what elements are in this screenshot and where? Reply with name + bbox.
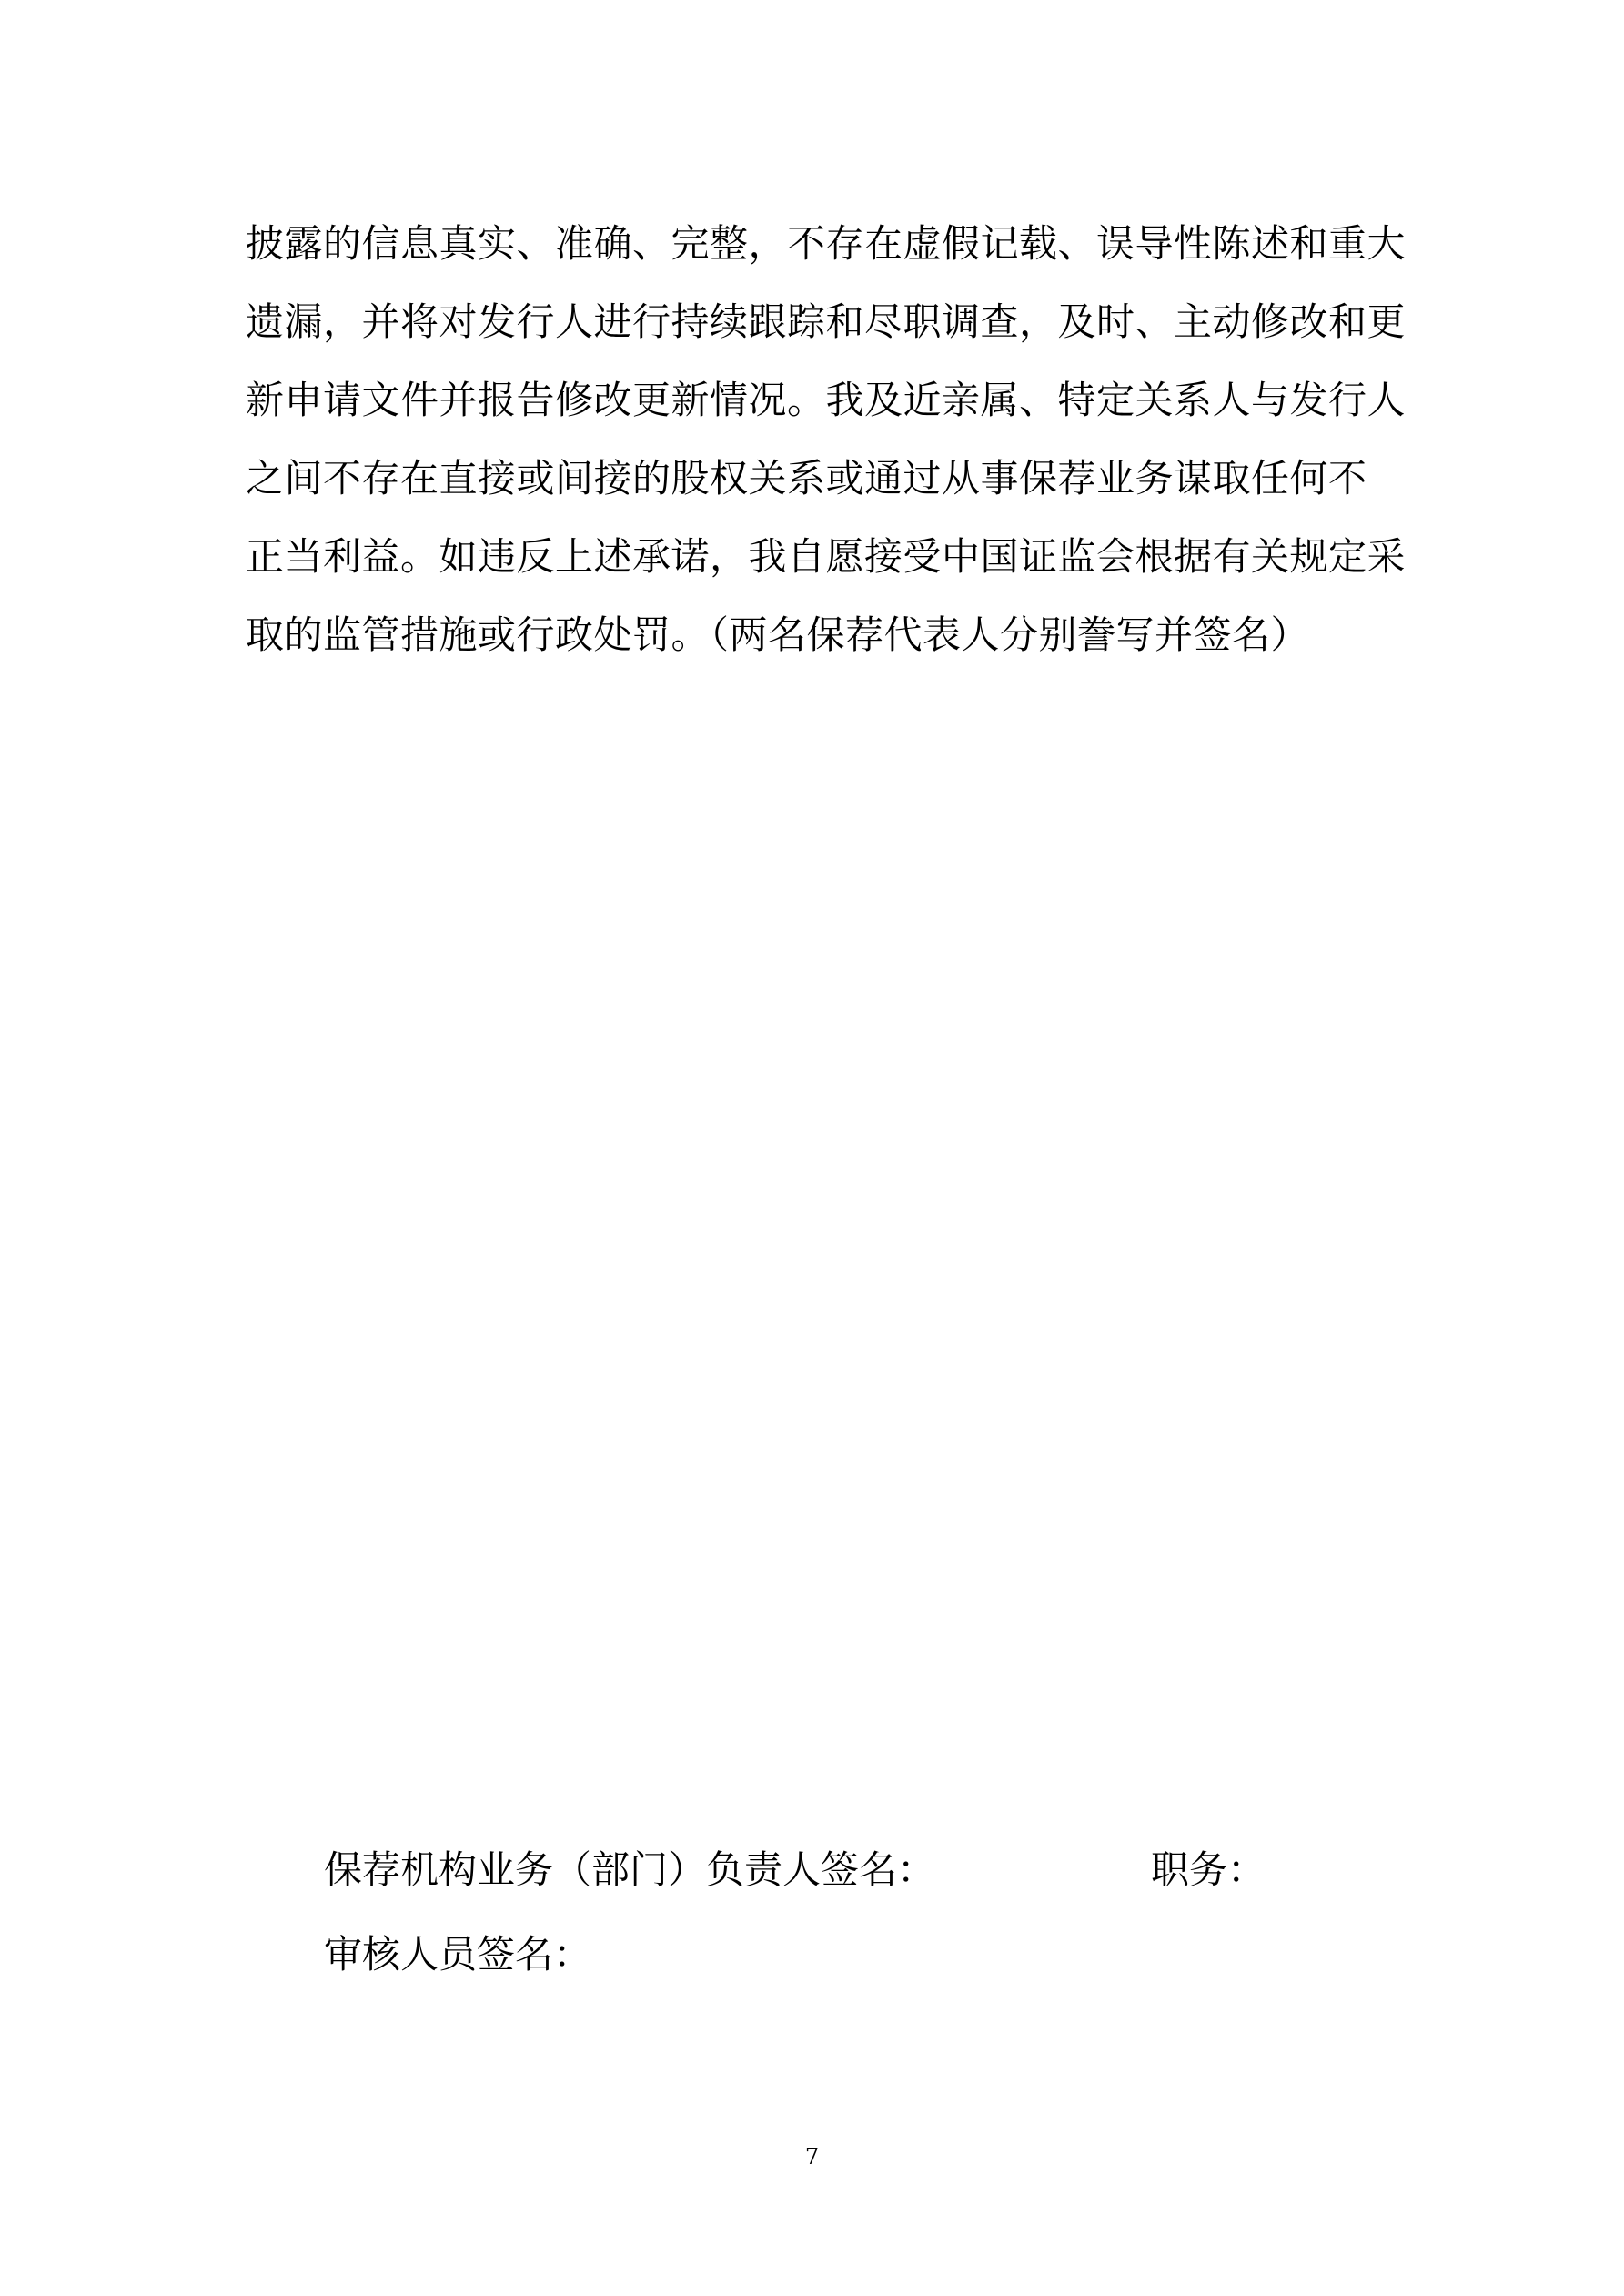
- paragraph-line-3: 新申请文件并报告修改更新情况。我及近亲属、特定关系人与发行人: [246, 378, 1407, 422]
- paragraph-line-5: 正当利益。如违反上述承诺，我自愿接受中国证监会根据有关规定采: [246, 534, 1407, 579]
- commitment-paragraph: [246, 205, 1407, 674]
- position-label: 职务：: [1151, 1847, 1266, 1892]
- paragraph-line-4: 之间不存在直接或间接的股权关系或通过从事保荐业务谋取任何不: [246, 456, 1367, 501]
- paragraph-line-1: 披露的信息真实、准确、完整，不存在虚假记载、误导性陈述和重大: [246, 221, 1407, 266]
- dept-head-signature-label: 保荐机构业务（部门）负责人签名：: [324, 1847, 936, 1892]
- paragraph-line-6: 取的监管措施或行政处罚。（两名保荐代表人分别誊写并签名）: [246, 612, 1310, 657]
- paragraph-line-2: 遗漏，并将对发行人进行持续跟踪和尽职调查，及时、主动修改和更: [246, 299, 1407, 344]
- reviewer-signature-label: 审核人员签名：: [324, 1932, 592, 1977]
- page-number: 7: [804, 2144, 820, 2170]
